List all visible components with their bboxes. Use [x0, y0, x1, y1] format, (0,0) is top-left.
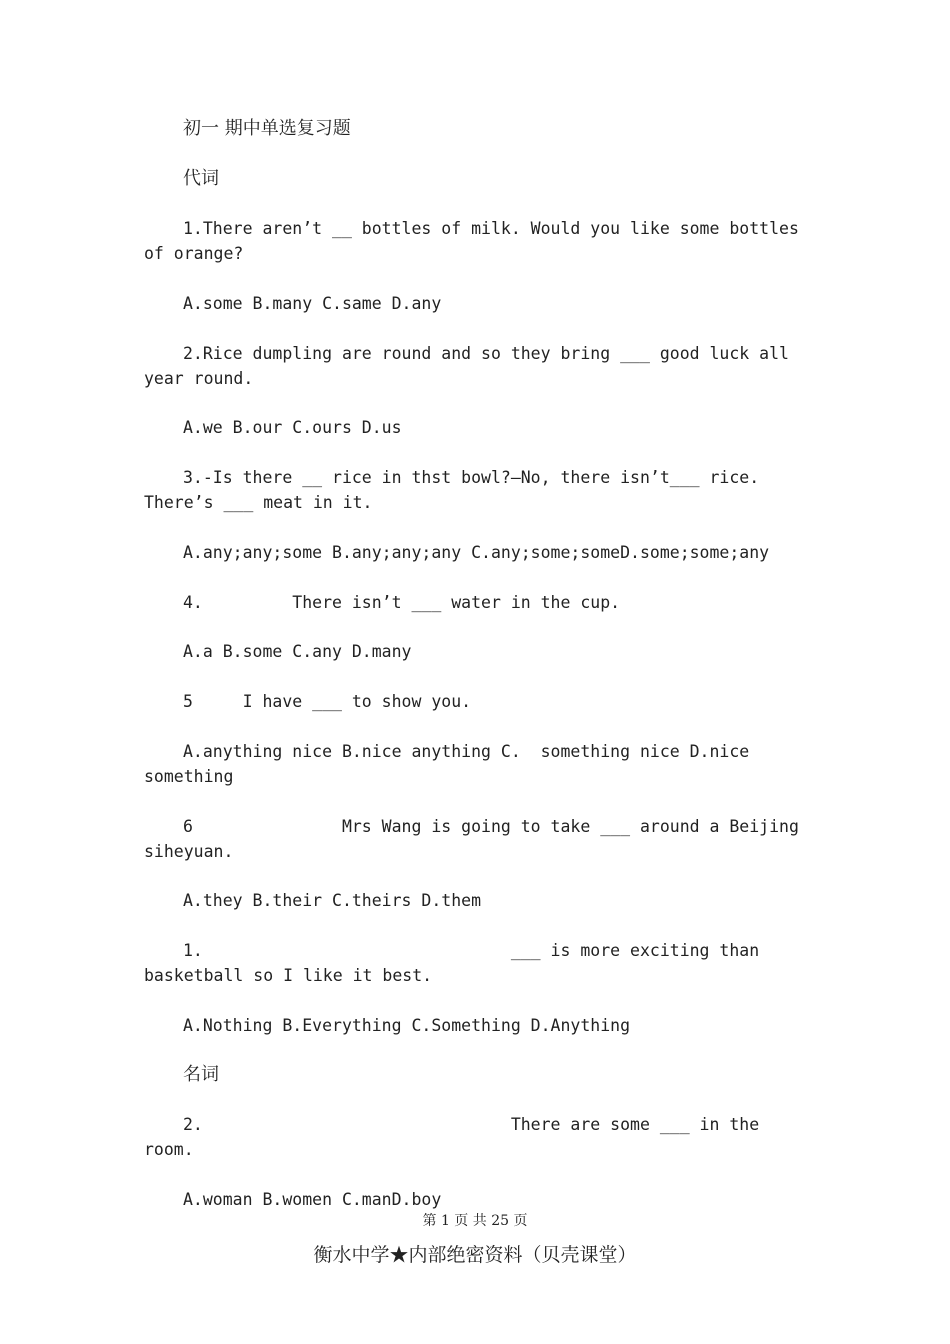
question-7-line-2: basketball so I like it best.	[144, 966, 433, 985]
question-5-options-line-1: A.anything nice B.nice anything C. something nice D.nice	[183, 742, 750, 761]
question-4-options: A.a B.some C.any D.many	[183, 642, 412, 661]
question-2-options: A.we B.our C.ours D.us	[183, 418, 402, 437]
question-2-line-2: year round.	[144, 369, 254, 388]
question-3-line-1: 3.-Is there __ rice in thst bowl?—No, there isn’t___ rice.	[183, 468, 760, 487]
section-heading-noun: 名词	[183, 1064, 219, 1085]
question-3-line-2: There’s ___ meat in it.	[144, 493, 373, 512]
question-6-options: A.they B.their C.theirs D.them	[183, 891, 482, 910]
question-8-options: A.woman B.women C.manD.boy	[183, 1190, 442, 1209]
question-5-line-1: 5 I have ___ to show you.	[183, 692, 472, 711]
question-7-line-1: 1. ___ is more exciting than	[183, 941, 760, 960]
question-6-line-2: siheyuan.	[144, 842, 234, 861]
question-3-options: A.any;any;some B.any;any;any C.any;some;someD.some;some;any	[183, 543, 770, 562]
section-heading-pronoun: 代词	[183, 168, 219, 189]
question-2-line-1: 2.Rice dumpling are round and so they bring ___ good luck all	[183, 344, 789, 363]
question-1-line-2: of orange?	[144, 244, 244, 263]
question-1-options: A.some B.many C.same D.any	[183, 294, 442, 313]
question-4-line-1: 4. There isn’t ___ water in the cup.	[183, 593, 621, 612]
document-title: 初一 期中单选复习题	[183, 118, 351, 139]
question-1-line-1: 1.There aren’t __ bottles of milk. Would you like some bottles	[183, 219, 799, 238]
page-number-footer: 第 1 页 共 25 页	[422, 1213, 528, 1229]
question-5-options-line-2: something	[144, 767, 234, 786]
source-footer: 衡水中学★内部绝密资料（贝壳课堂）	[313, 1244, 637, 1266]
question-8-line-1: 2. There are some ___ in the	[183, 1115, 760, 1134]
question-6-line-1: 6 Mrs Wang is going to take ___ around a Beijing	[183, 817, 799, 836]
question-8-line-2: room.	[144, 1140, 194, 1159]
question-7-options: A.Nothing B.Everything C.Something D.Anything	[183, 1016, 631, 1035]
